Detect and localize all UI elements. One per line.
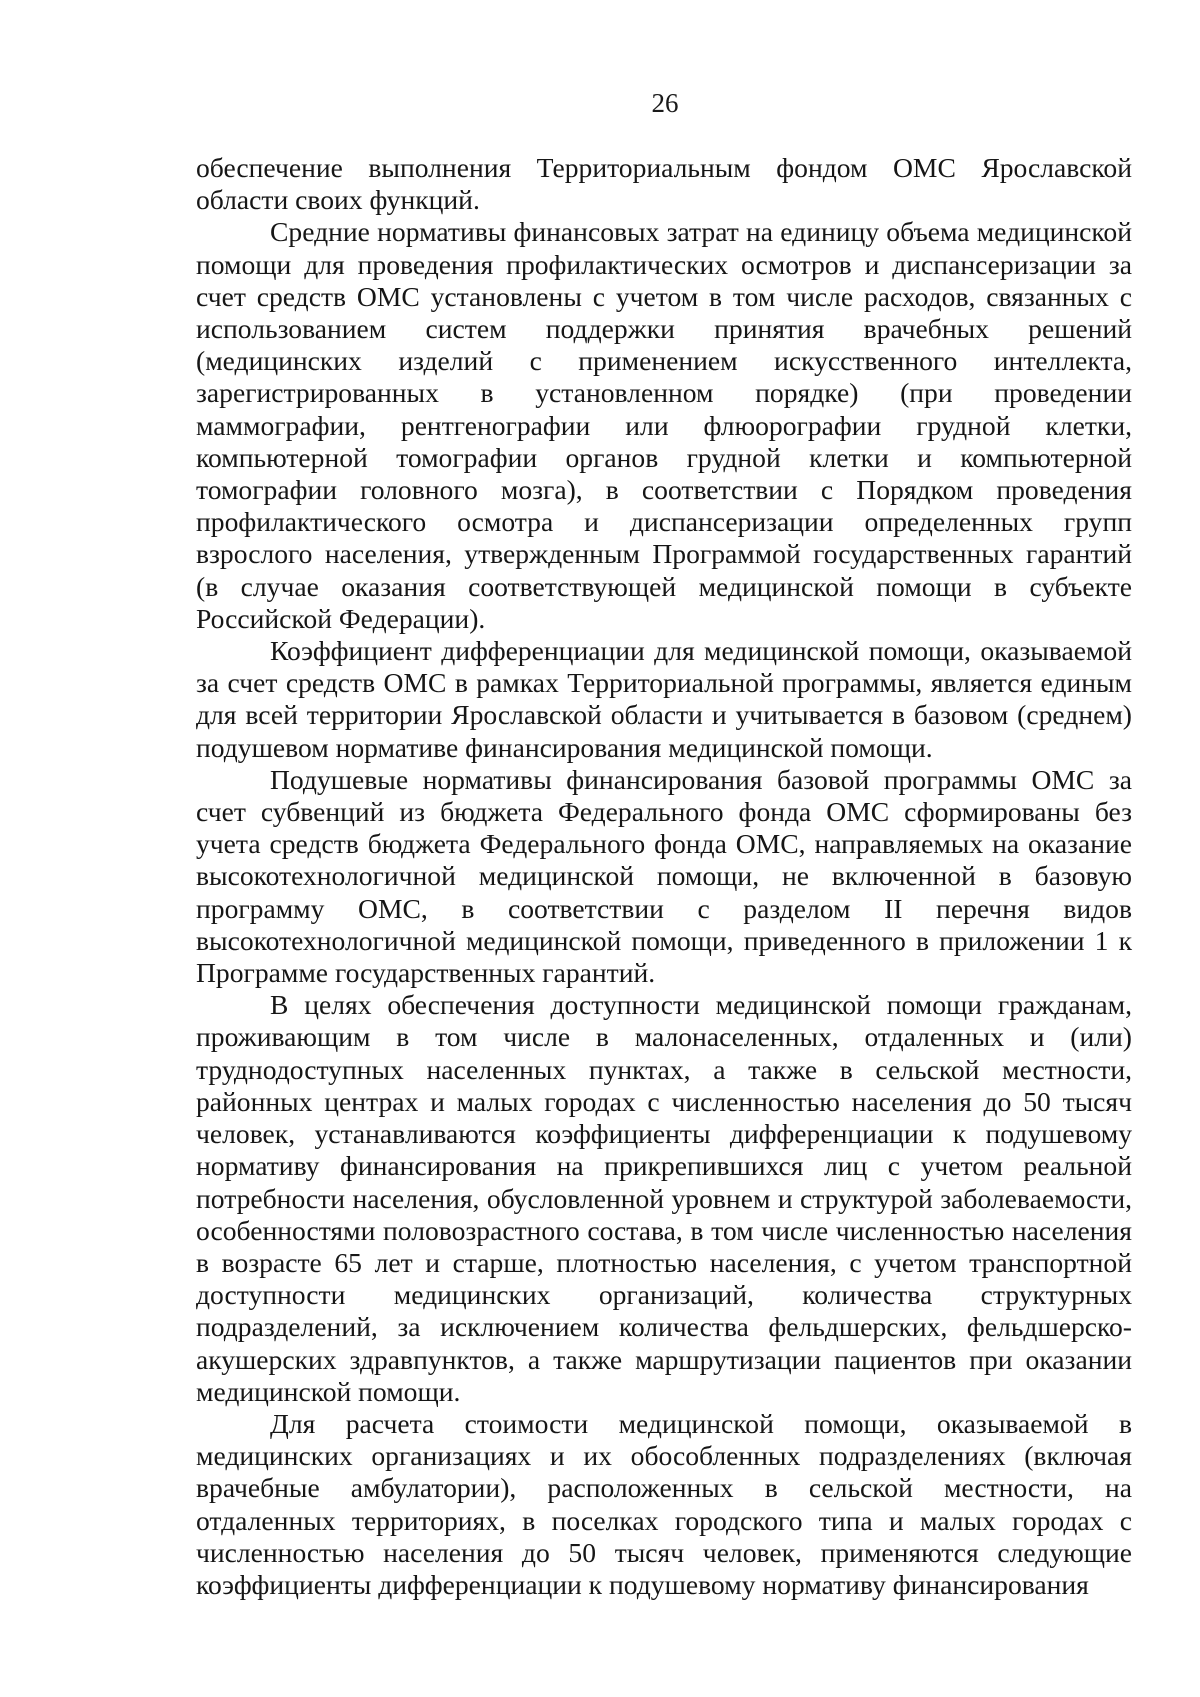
paragraph-cost-calculation: Для расчета стоимости медицинской помощи, оказываемой в медицинских организациях и их обособленных подразделениях (включая врачебные амбулатории), расположенных в сельской местности, на отдаленных территориях, в поселках городского типа и малых городах с численностью населения до 50 тысяч человек, применяются следующие коэффициенты дифференциации к подушевому нормативу финансирования	[196, 1407, 1132, 1600]
paragraph-accessibility: В целях обеспечения доступности медицинской помощи гражданам, проживающим в том числе в малонаселенных, отдаленных и (или) труднодоступных населенных пунктах, а также в сельской местности, районных центрах и малых городах с численностью населения до 50 тысяч человек, устанавливаются коэффициенты дифференциации к подушевому нормативу финансирования на прикрепившихся лиц с учетом реальной потребности населения, обусловленной уровнем и структурой заболеваемости, особенностями половозрастного состава, в том числе численностью населения в возрасте 65 лет и старше, плотностью населения, с учетом транспортной доступности медицинских организаций, количества структурных подразделений, за исключением количества фельдшерских, фельдшерско-акушерских здравпунктов, а также маршрутизации пациентов при оказании медицинской помощи.	[196, 989, 1132, 1407]
page-number: 26	[651, 88, 679, 118]
paragraph-financial-norms: Средние нормативы финансовых затрат на единицу объема медицинской помощи для проведения профилактических осмотров и диспансеризации за счет средств ОМС установлены с учетом в том числе расходов, связанных с использованием систем поддержки принятия врачебных решений (медицинских изделий с применением искусственного интеллекта, зарегистрированных в установленном порядке) (при проведении маммографии, рентгенографии или флюорографии грудной клетки, компьютерной томографии органов грудной клетки и компьютерной томографии головного мозга), в соответствии с Порядком проведения профилактического осмотра и диспансеризации определенных групп взрослого населения, утвержденным Программой государственных гарантий (в случае оказания соответствующей медицинской помощи в субъекте Российской Федерации).	[196, 216, 1132, 634]
document-body	[196, 152, 1132, 1601]
paragraph-per-capita-norms: Подушевые нормативы финансирования базовой программы ОМС за счет субвенций из бюджета Федерального фонда ОМС сформированы без учета средств бюджета Федерального фонда ОМС, направляемых на оказание высокотехнологичной медицинской помощи, не включенной в базовую программу ОМС, в соответствии с разделом II перечня видов высокотехнологичной медицинской помощи, приведенного в приложении 1 к Программе государственных гарантий.	[196, 763, 1132, 989]
paragraph-1-continuation: обеспечение выполнения Территориальным фондом ОМС Ярославской области своих функций.	[196, 152, 1132, 216]
paragraph-differentiation-coefficient: Коэффициент дифференциации для медицинской помощи, оказываемой за счет средств ОМС в рамках Территориальной программы, является единым для всей территории Ярославской области и учитывается в базовом (среднем) подушевом нормативе финансирования медицинской помощи.	[196, 635, 1132, 763]
